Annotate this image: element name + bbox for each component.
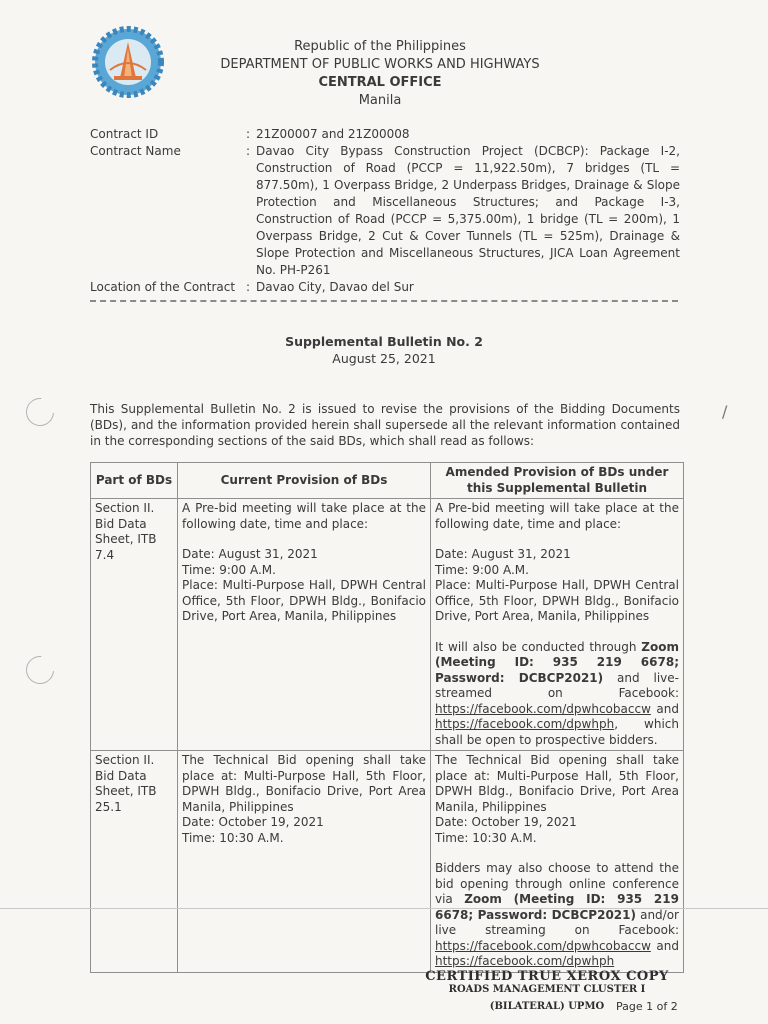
zoom-details: Zoom (Meeting ID: 935 219 6678; Password: DCBCP2021) bbox=[435, 892, 679, 922]
and-word: and bbox=[656, 701, 679, 716]
stamp-line-3: (BILATERAL) UPMO bbox=[489, 1001, 605, 1012]
zoom-post: and live-streamed on Facebook: bbox=[435, 670, 679, 700]
colon: : bbox=[246, 127, 251, 141]
zoom-details: Zoom (Meeting ID: 935 219 6678; Password: DCBCP2021) bbox=[435, 639, 679, 685]
facebook-link-2[interactable]: https://facebook.com/dpwhph bbox=[435, 954, 615, 968]
amended-cell bbox=[431, 751, 684, 973]
provision-time: Time: 9:00 A.M. bbox=[435, 562, 529, 577]
current-cell bbox=[178, 499, 431, 751]
pen-tick-mark: / bbox=[722, 402, 728, 421]
bulletin-title: Supplemental Bulletin No. 2 bbox=[285, 334, 483, 349]
intro-paragraph: This Supplemental Bulletin No. 2 is issued to revise the provisions of the Bidding Documents (BDs), and the information provided herein shall supersede all the relevant information contained in the corresponding sections of the said BDs, which shall read as follows: bbox=[90, 402, 680, 448]
provision-date: Date: August 31, 2021 bbox=[182, 547, 318, 561]
provision-place: Place: Multi-Purpose Hall, DPWH Central Office, 5th Floor, DPWH Bldg., Bonifacio Drive, Port Area, Manila, Philippines bbox=[182, 578, 426, 623]
facebook-link-1[interactable]: https://facebook.com/dpwhcobaccw bbox=[435, 938, 651, 953]
header-current: Current Provision of BDs bbox=[178, 463, 431, 499]
stamp-line-2: ROADS MANAGEMENT CLUSTER I bbox=[448, 984, 646, 995]
location-row bbox=[90, 279, 680, 296]
facebook-link-2[interactable]: https://facebook.com/dpwhph bbox=[435, 717, 615, 731]
online-pre: Bidders may also choose to attend the bid opening through online conference via bbox=[435, 861, 679, 906]
contract-name-row bbox=[90, 143, 680, 279]
provision-intro: A Pre-bid meeting will take place at the following date, time and place: bbox=[182, 501, 426, 531]
contract-name-label: Contract Name bbox=[90, 144, 181, 158]
facebook-link-1[interactable]: https://facebook.com/dpwhcobaccw bbox=[435, 701, 651, 716]
location-label: Location of the Contract bbox=[90, 280, 236, 294]
contract-name-value: Davao City Bypass Construction Project (DCBCP): Package I-2, Construction of Road (PCCP = 11,922.50m), 7 bridges (TL = 877.50m), 1 Overpass Bridge, 2 Underpass Bridges, Drainage & Slope Protection and Miscellaneous Structures; and Package I-3, Construction of Road (PCCP = 5,375.00m), 1 bridge (TL = 200m), 1 Overpass Bridge, 2 Cut & Cover Tunnels (TL = 525m), Drainage & Slope Protection and Miscellaneous Structures, JICA Loan Agreement No. PH-P261 bbox=[256, 144, 680, 277]
table-row bbox=[91, 751, 684, 973]
dashed-divider bbox=[90, 300, 678, 302]
provision-time: Time: 10:30 A.M. bbox=[182, 830, 284, 845]
table-header-row bbox=[91, 463, 684, 499]
colon: : bbox=[246, 144, 251, 158]
provision-intro: The Technical Bid opening shall take place at: Multi-Purpose Hall, 5th Floor, DPWH Bldg., Bonifacio Drive, Port Area Manila, Philippines bbox=[182, 753, 426, 814]
office-line: CENTRAL OFFICE bbox=[318, 75, 442, 90]
table-row bbox=[91, 499, 684, 751]
provision-place: Place: Multi-Purpose Hall, DPWH Central Office, 5th Floor, DPWH Bldg., Bonifacio Drive, Port Area, Manila, Philippines bbox=[435, 578, 679, 623]
punch-hole-mark bbox=[20, 392, 59, 431]
scan-fold-line bbox=[0, 908, 768, 909]
provision-intro: A Pre-bid meeting will take place at the following date, time and place: bbox=[435, 501, 679, 531]
location-value: Davao City, Davao del Sur bbox=[256, 280, 414, 294]
zoom-notice bbox=[435, 640, 679, 749]
page-number: Page 1 of 2 bbox=[616, 1000, 678, 1013]
punch-hole-mark bbox=[20, 650, 59, 689]
colon: : bbox=[246, 280, 251, 294]
online-notice bbox=[435, 861, 679, 970]
letterhead bbox=[150, 38, 610, 110]
provision-date: Date: August 31, 2021 bbox=[435, 547, 571, 561]
bulletin-date: August 25, 2021 bbox=[332, 351, 436, 366]
bulletin-heading bbox=[0, 333, 768, 367]
provision-time: Time: 10:30 A.M. bbox=[435, 830, 537, 845]
contract-info bbox=[90, 126, 680, 296]
city-line: Manila bbox=[358, 93, 402, 108]
provision-date: Date: October 19, 2021 bbox=[182, 815, 324, 829]
provision-intro: The Technical Bid opening shall take place at: Multi-Purpose Hall, 5th Floor, DPWH Bldg., Bonifacio Drive, Port Area Manila, Philippines bbox=[435, 753, 679, 814]
header-amended: Amended Provision of BDs under this Supplemental Bulletin bbox=[431, 463, 684, 499]
contract-id-label: Contract ID bbox=[90, 127, 159, 141]
part-cell: Section II. Bid Data Sheet, ITB 7.4 bbox=[91, 499, 178, 751]
part-cell: Section II. Bid Data Sheet, ITB 25.1 bbox=[91, 751, 178, 973]
header-part: Part of BDs bbox=[91, 463, 178, 499]
online-post: and/or live streaming on Facebook: bbox=[435, 907, 679, 937]
republic-line: Republic of the Philippines bbox=[294, 39, 466, 54]
provision-date: Date: October 19, 2021 bbox=[435, 815, 577, 829]
current-cell bbox=[178, 751, 431, 973]
zoom-pre: It will also be conducted through bbox=[435, 639, 637, 654]
zoom-tail: , which shall be open to prospective bidders. bbox=[435, 717, 679, 747]
provisions-table bbox=[90, 462, 684, 973]
and-word: and bbox=[656, 938, 679, 953]
amended-cell bbox=[431, 499, 684, 751]
contract-id-value: 21Z00007 and 21Z00008 bbox=[256, 127, 410, 141]
department-line: DEPARTMENT OF PUBLIC WORKS AND HIGHWAYS bbox=[220, 57, 540, 72]
stamp-line-1: CERTIFIED TRUE XEROX COPY bbox=[425, 969, 669, 984]
contract-id-row bbox=[90, 126, 680, 143]
provision-time: Time: 9:00 A.M. bbox=[182, 562, 276, 577]
